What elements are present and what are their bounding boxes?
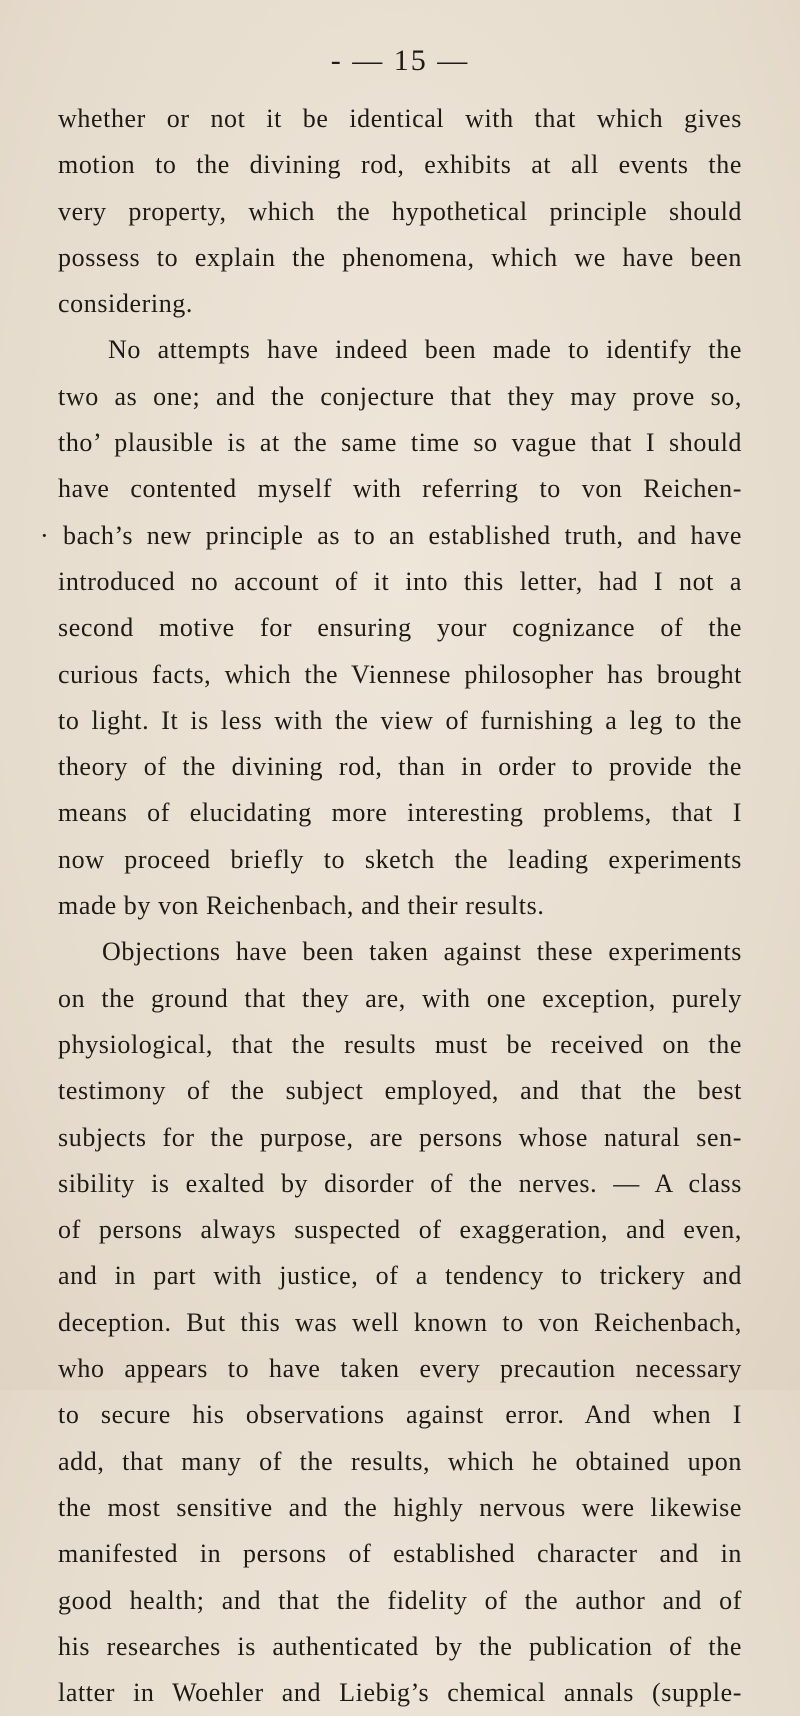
text-line: subjects for the purpose, are persons whose natural sen- <box>58 1122 742 1152</box>
text-line: · bach’s new principle as to an established truth, and have <box>40 520 742 550</box>
text-line: of persons always suspected of exaggeration, and even, <box>58 1215 742 1245</box>
text-line: very property, which the hypothetical principle should <box>58 196 742 226</box>
text-line: now proceed briefly to sketch the leading experiments <box>58 844 742 874</box>
text-line: manifested in persons of established character and in <box>58 1539 742 1569</box>
text-line: the most sensitive and the highly nervous were likewise <box>58 1492 742 1522</box>
text-line: who appears to have taken every precaution necessary <box>58 1354 742 1384</box>
text-line: second motive for ensuring your cognizance of the <box>58 613 742 643</box>
text-line: add, that many of the results, which he obtained upon <box>58 1446 742 1476</box>
text-line: possess to explain the phenomena, which we have been <box>58 242 742 272</box>
text-line: deception. But this was well known to von Reichenbach, <box>58 1307 742 1337</box>
body-text <box>40 96 742 1716</box>
text-line: two as one; and the conjecture that they may prove so, <box>58 381 742 411</box>
text-line: considering. <box>58 289 194 319</box>
text-line: good health; and that the fidelity of the author and of <box>58 1585 742 1615</box>
text-line: means of elucidating more interesting problems, that I <box>58 798 742 828</box>
text-line: latter in Woehler and Liebig’s chemical annals (supple- <box>58 1678 742 1708</box>
page-number-header: - — 15 — <box>330 44 470 77</box>
text-line: No attempts have indeed been made to identify the <box>108 335 742 365</box>
text-line: whether or not it be identical with that which gives <box>58 104 742 133</box>
text-line: made by von Reichenbach, and their results. <box>58 891 545 921</box>
text-line: his researches is authenticated by the publication of the <box>58 1631 742 1661</box>
text-line: testimony of the subject employed, and that the best <box>58 1076 742 1106</box>
text-line: have contented myself with referring to von Reichen- <box>58 474 742 504</box>
text-line: tho’ plausible is at the same time so vague that I should <box>58 428 742 458</box>
text-line: physiological, that the results must be received on the <box>58 1029 742 1059</box>
text-line: theory of the divining rod, than in order to provide the <box>58 752 742 782</box>
text-line: Objections have been taken against these experiments <box>102 937 742 967</box>
text-line: introduced no account of it into this letter, had I not a <box>58 566 742 596</box>
text-line: curious facts, which the Viennese philosopher has brought <box>58 659 742 689</box>
text-line: to light. It is less with the view of furnishing a leg to the <box>58 705 742 735</box>
text-line: to secure his observations against error. And when I <box>58 1400 742 1430</box>
text-line: sibility is exalted by disorder of the nerves. — A class <box>58 1168 742 1198</box>
text-line: on the ground that they are, with one exception, purely <box>58 983 742 1013</box>
text-line: and in part with justice, of a tendency to trickery and <box>58 1261 742 1291</box>
text-line: motion to the divining rod, exhibits at all events the <box>58 150 742 180</box>
